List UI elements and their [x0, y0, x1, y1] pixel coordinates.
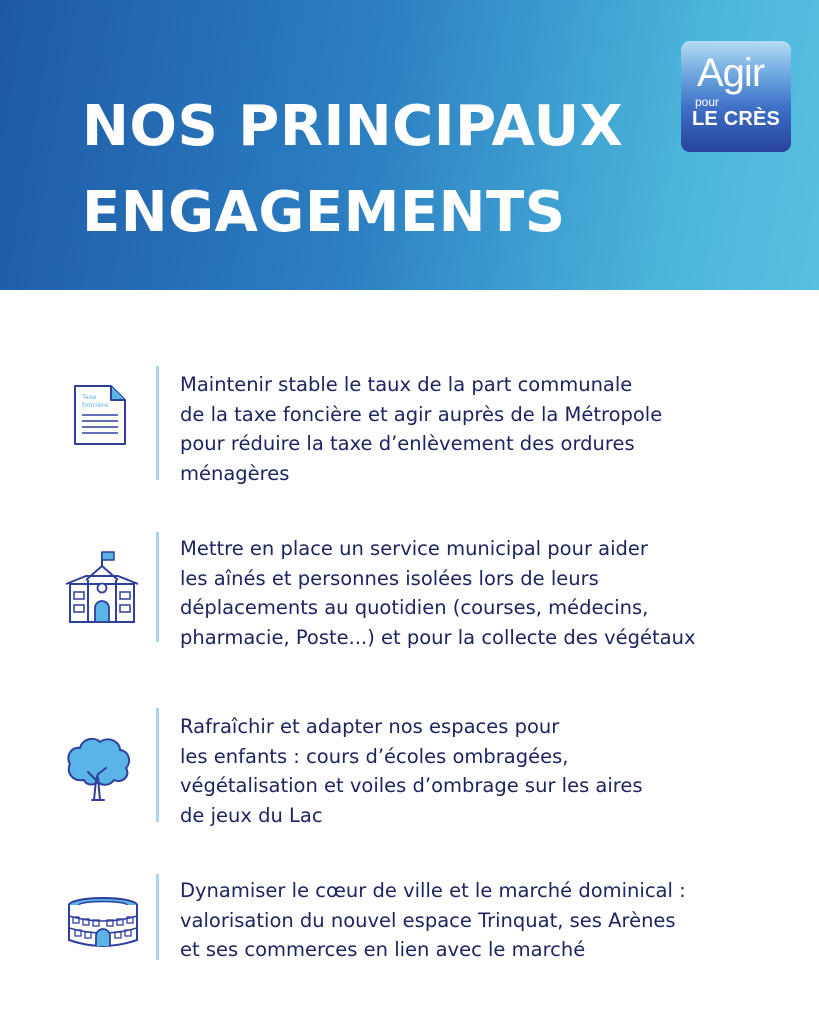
logo-agir-text: Agir — [697, 51, 765, 95]
arena-icon — [66, 896, 140, 948]
logo-pour-text: pour — [695, 95, 720, 109]
text-line: de la taxe foncière et agir auprès de la Métropole — [180, 402, 663, 426]
engagement-text — [180, 712, 780, 830]
text-line: déplacements au quotidien (courses, médecins, — [180, 596, 649, 619]
text-line: Mettre en place un service municipal pour aider — [180, 537, 648, 560]
engagement-text — [180, 876, 780, 965]
text-line: Dynamiser le cœur de ville et le marché dominical : — [180, 879, 686, 902]
header-banner — [0, 0, 819, 290]
divider-bar — [156, 366, 159, 480]
divider-bar — [156, 708, 159, 822]
title-line-2: ENGAGEMENTS — [82, 180, 566, 245]
engagement-text — [180, 370, 780, 488]
logo-cres-text: LE CRÈS — [692, 108, 781, 130]
text-line: les aînés et personnes isolées lors de leurs — [180, 566, 599, 590]
text-line: les enfants : cours d’écoles ombragées, — [180, 744, 569, 768]
page-title — [82, 84, 682, 256]
text-line: Rafraîchir et adapter nos espaces pour — [180, 715, 560, 738]
text-line: pour réduire la taxe d’enlèvement des ordures — [180, 432, 635, 455]
tax-document-icon — [73, 384, 127, 446]
text-line: de jeux du Lac — [180, 803, 323, 827]
text-line: pharmacie, Poste...) et pour la collecte des végétaux — [180, 625, 696, 649]
tree-icon — [64, 736, 132, 802]
text-line: Maintenir stable le taux de la part communale — [180, 373, 633, 396]
tax-document-label-1: Taxe — [82, 393, 97, 401]
text-line: valorisation du nouvel espace Trinquat, ses Arènes — [180, 908, 676, 932]
text-line: ménagères — [180, 461, 290, 485]
text-line: et ses commerces en lien avec le marché — [180, 938, 586, 961]
engagement-text — [180, 534, 780, 652]
town-hall-icon — [64, 550, 140, 624]
tax-document-label-2: foncière — [82, 401, 109, 409]
divider-bar — [156, 874, 159, 960]
title-line-1: NOS PRINCIPAUX — [82, 94, 624, 159]
divider-bar — [156, 532, 159, 642]
agir-pour-le-cres-logo — [681, 41, 791, 152]
text-line: végétalisation et voiles d’ombrage sur les aires — [180, 774, 643, 797]
